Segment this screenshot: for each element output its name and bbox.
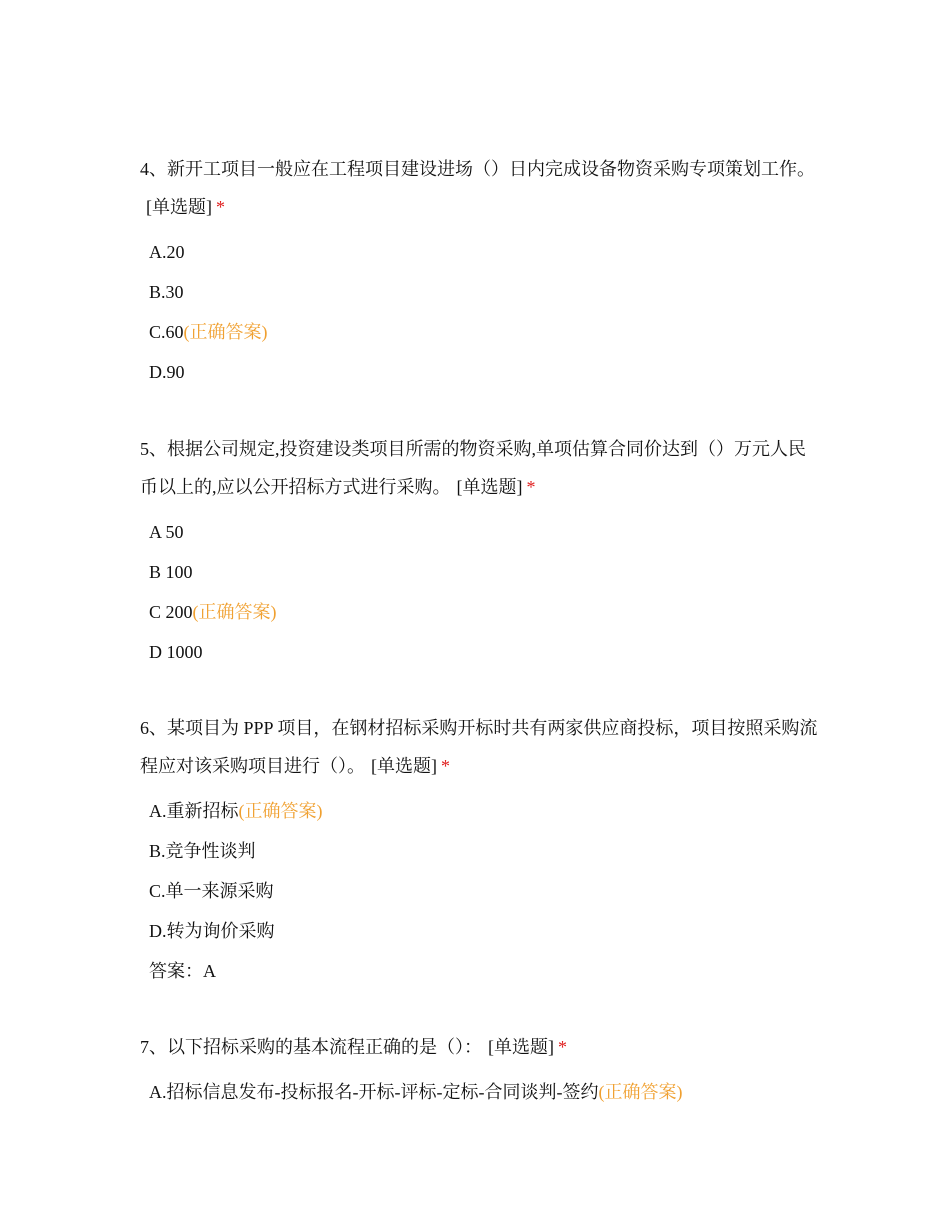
question-stem: 6、某项目为 PPP 项目，在钢材招标采购开标时共有两家供应商投标，项目按照采购流程应对该采购项目进行（）。: [140, 718, 818, 776]
question-stem: 5、根据公司规定,投资建设类项目所需的物资采购,单项估算合同价达到（）万元人民币以上的,应以公开招标方式进行采购。: [140, 439, 806, 497]
option-label: B.30: [149, 282, 184, 302]
option-label: D 1000: [149, 642, 203, 662]
option-c: [149, 592, 820, 632]
correct-answer-tag: (正确答案): [238, 801, 323, 821]
option-b: [149, 831, 820, 871]
option-c: [149, 312, 820, 352]
option-label: C 200: [149, 602, 193, 622]
option-c: [149, 871, 820, 911]
option-d: [149, 632, 820, 672]
question-7: [140, 1028, 820, 1112]
question-text: [140, 430, 820, 506]
question-type: [单选题]: [371, 756, 437, 776]
question-4: [140, 150, 820, 392]
option-label: B 100: [149, 562, 193, 582]
option-a: [149, 791, 820, 831]
option-b: [149, 272, 820, 312]
option-list: [140, 232, 820, 392]
required-marker: *: [526, 477, 536, 497]
option-a: [149, 1072, 820, 1112]
question-5: [140, 430, 820, 672]
question-type: [单选题]: [488, 1037, 554, 1057]
option-label: D.90: [149, 362, 185, 382]
option-label: A.招标信息发布-投标报名-开标-评标-定标-合同谈判-签约: [149, 1082, 599, 1102]
option-label: C.单一来源采购: [149, 881, 274, 901]
option-label: C.60: [149, 322, 184, 342]
option-label: D.转为询价采购: [149, 921, 275, 941]
question-text: [140, 150, 820, 226]
question-6: [140, 709, 820, 991]
option-a: [149, 232, 820, 272]
option-list: [140, 791, 820, 991]
option-label: A.20: [149, 242, 185, 262]
option-label: A 50: [149, 522, 184, 542]
required-marker: *: [216, 197, 225, 217]
question-text: [140, 709, 820, 785]
answer-key: 答案：A: [149, 961, 216, 981]
question-type: [单选题]: [146, 197, 212, 217]
option-label: A.重新招标: [149, 801, 239, 821]
question-stem: 4、新开工项目一般应在工程项目建设进场（）日内完成设备物资采购专项策划工作。: [140, 159, 815, 179]
correct-answer-tag: (正确答案): [183, 322, 268, 342]
question-type: [单选题]: [456, 477, 523, 497]
option-b: [149, 552, 820, 592]
option-d: [149, 911, 820, 951]
required-marker: *: [441, 756, 450, 776]
option-list: [140, 512, 820, 672]
option-label: B.竞争性谈判: [149, 841, 256, 861]
option-list: [140, 1072, 820, 1112]
question-stem: 7、以下招标采购的基本流程正确的是（）：: [140, 1037, 482, 1057]
option-d: [149, 352, 820, 392]
option-a: [149, 512, 820, 552]
correct-answer-tag: (正确答案): [192, 602, 277, 622]
question-text: [140, 1028, 820, 1066]
required-marker: *: [558, 1037, 567, 1057]
correct-answer-tag: (正确答案): [598, 1082, 683, 1102]
